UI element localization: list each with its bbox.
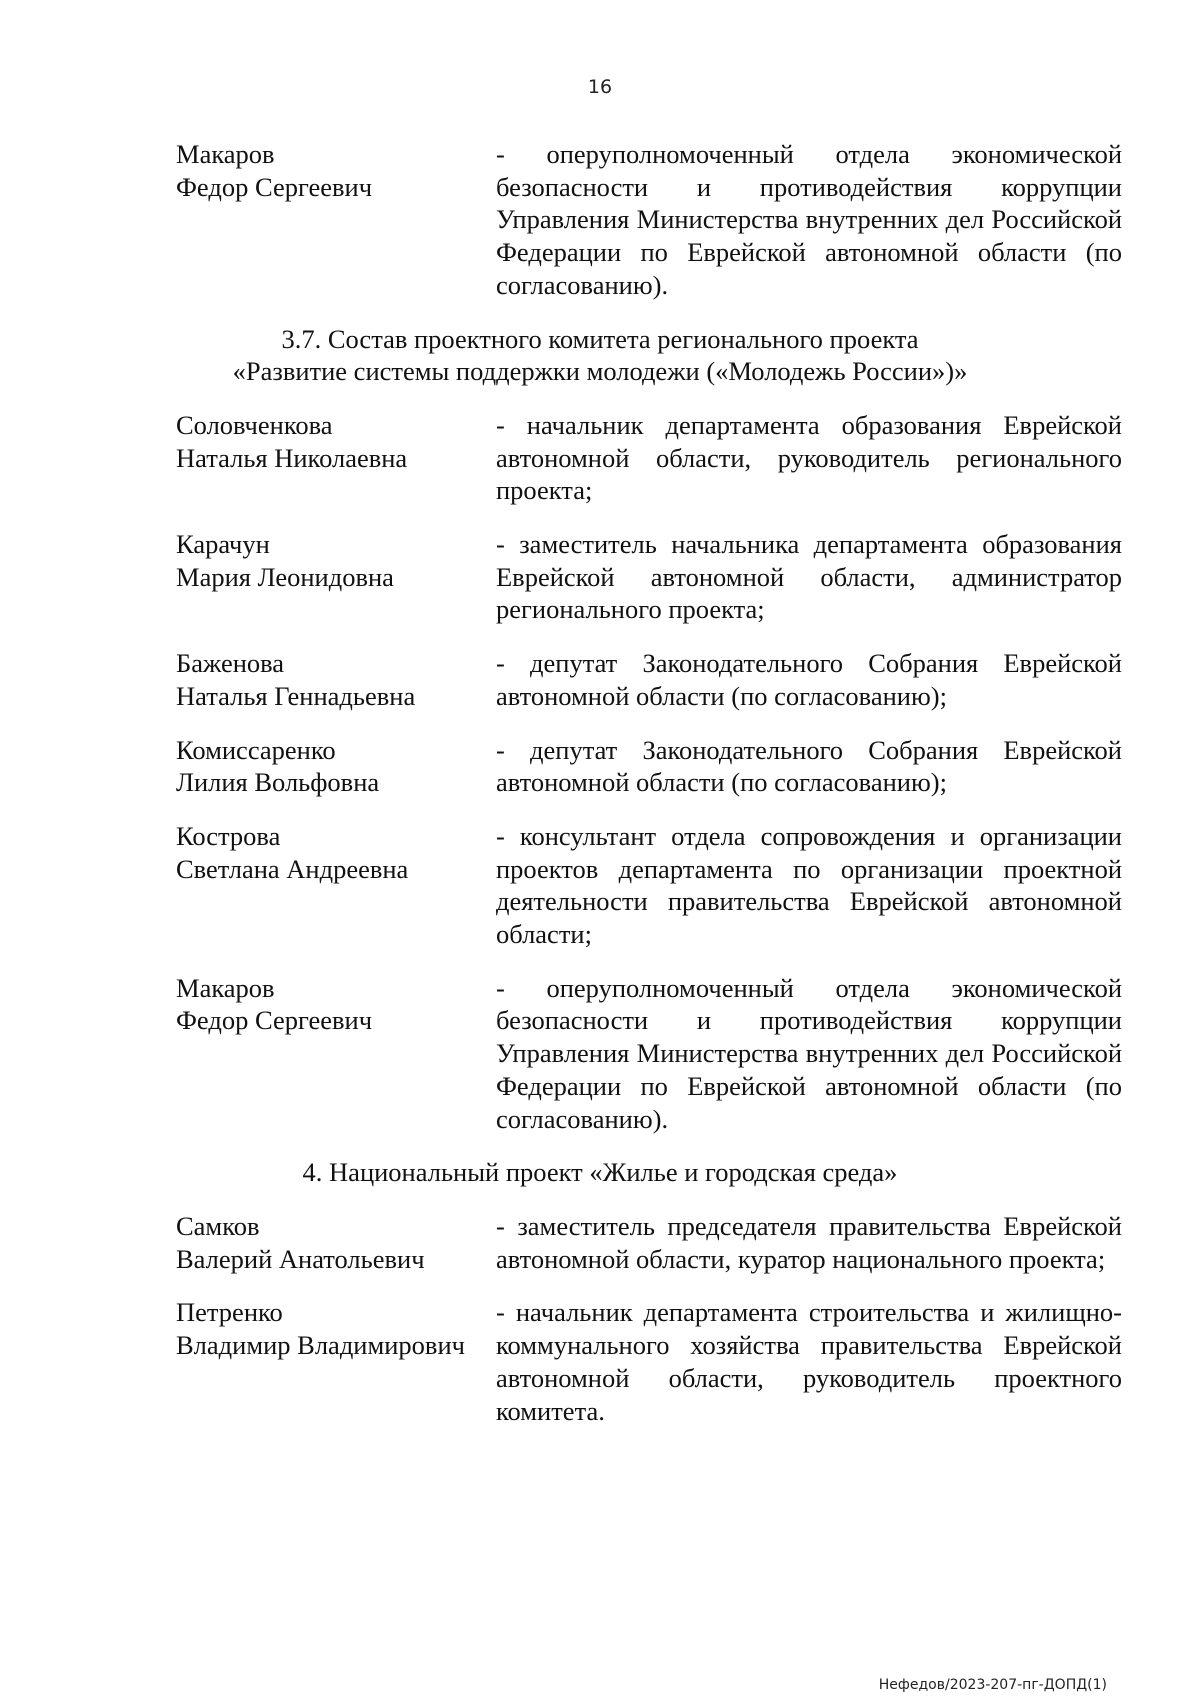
member-given-name: Мария Леонидовна <box>176 561 394 592</box>
member-given-name: Владимир Владимирович <box>176 1330 465 1361</box>
member-entry <box>176 972 1122 1136</box>
member-surname: Самков <box>176 1210 260 1241</box>
member-name <box>176 409 496 507</box>
section-heading-4 <box>0 1156 1200 1189</box>
member-role: - консультант отдела сопровождения и организации проектов департамента по организации проектной деятельности правительства Еврейской автономной области; <box>496 820 1122 950</box>
member-role: - начальник департамента образования Еврейской автономной области, руководитель регионального проекта; <box>496 409 1122 506</box>
member-surname: Комиссаренко <box>176 734 336 765</box>
member-name <box>176 734 496 799</box>
member-surname: Макаров <box>176 972 275 1003</box>
member-name <box>176 972 496 1136</box>
section-heading-line: 3.7. Состав проектного комитета регионального проекта <box>281 323 919 354</box>
page-number: 16 <box>587 76 613 98</box>
member-entry <box>176 138 1122 302</box>
member-given-name: Наталья Геннадьевна <box>176 680 416 711</box>
member-given-name: Лилия Вольфовна <box>176 767 380 798</box>
member-role: - заместитель начальника департамента образования Еврейской автономной области, администратор регионального проекта; <box>496 529 1122 625</box>
document-body <box>176 138 1122 1448</box>
member-given-name: Федор Сергеевич <box>176 1005 373 1036</box>
member-entry <box>176 409 1122 507</box>
section-heading-line: «Развитие системы поддержки молодежи («Молодежь России»)» <box>232 356 968 387</box>
member-entry <box>176 647 1122 712</box>
member-name <box>176 138 496 302</box>
member-role: - начальник департамента строительства и жилищно-коммунального хозяйства правительства Еврейской автономной области, руководитель проектного комитета. <box>496 1297 1122 1426</box>
member-surname: Петренко <box>176 1297 283 1328</box>
section-heading-line: 4. Национальный проект «Жилье и городская среда» <box>302 1157 898 1188</box>
member-given-name: Светлана Андреевна <box>176 853 409 884</box>
member-surname: Кострова <box>176 820 281 851</box>
member-name <box>176 820 496 951</box>
member-surname: Соловченкова <box>176 409 333 440</box>
document-code-footer: Нефедов/2023-207-пг-ДОПД(1) <box>878 1677 1107 1693</box>
member-surname: Макаров <box>176 139 275 169</box>
member-entry <box>176 820 1122 951</box>
section-heading-3-7 <box>0 323 1200 388</box>
member-entry <box>176 1210 1122 1275</box>
member-role: - депутат Законодательного Собрания Еврейской автономной области (по согласованию); <box>496 734 1122 798</box>
member-role: - оперуполномоченный отдела экономической безопасности и противодействия коррупции Управления Министерства внутренних дел Российской Федерации по Еврейской автономной области (по согласованию). <box>496 139 1122 300</box>
member-entry <box>176 1296 1122 1427</box>
member-entry <box>176 528 1122 626</box>
member-entry <box>176 734 1122 799</box>
member-given-name: Федор Сергеевич <box>176 171 373 202</box>
member-surname: Баженова <box>176 648 285 679</box>
member-surname: Карачун <box>176 529 270 560</box>
member-role: - заместитель председателя правительства Еврейской автономной области, куратор национального проекта; <box>496 1210 1122 1274</box>
member-given-name: Валерий Анатольевич <box>176 1243 425 1274</box>
member-given-name: Наталья Николаевна <box>176 442 408 473</box>
member-name <box>176 1296 496 1427</box>
member-name <box>176 528 496 626</box>
member-name <box>176 1210 496 1275</box>
member-role: - оперуполномоченный отдела экономической безопасности и противодействия коррупции Управления Министерства внутренних дел Российской Федерации по Еврейской автономной области (по согласованию). <box>496 972 1122 1134</box>
member-role: - депутат Законодательного Собрания Еврейской автономной области (по согласованию); <box>496 648 1122 711</box>
member-name <box>176 647 496 712</box>
